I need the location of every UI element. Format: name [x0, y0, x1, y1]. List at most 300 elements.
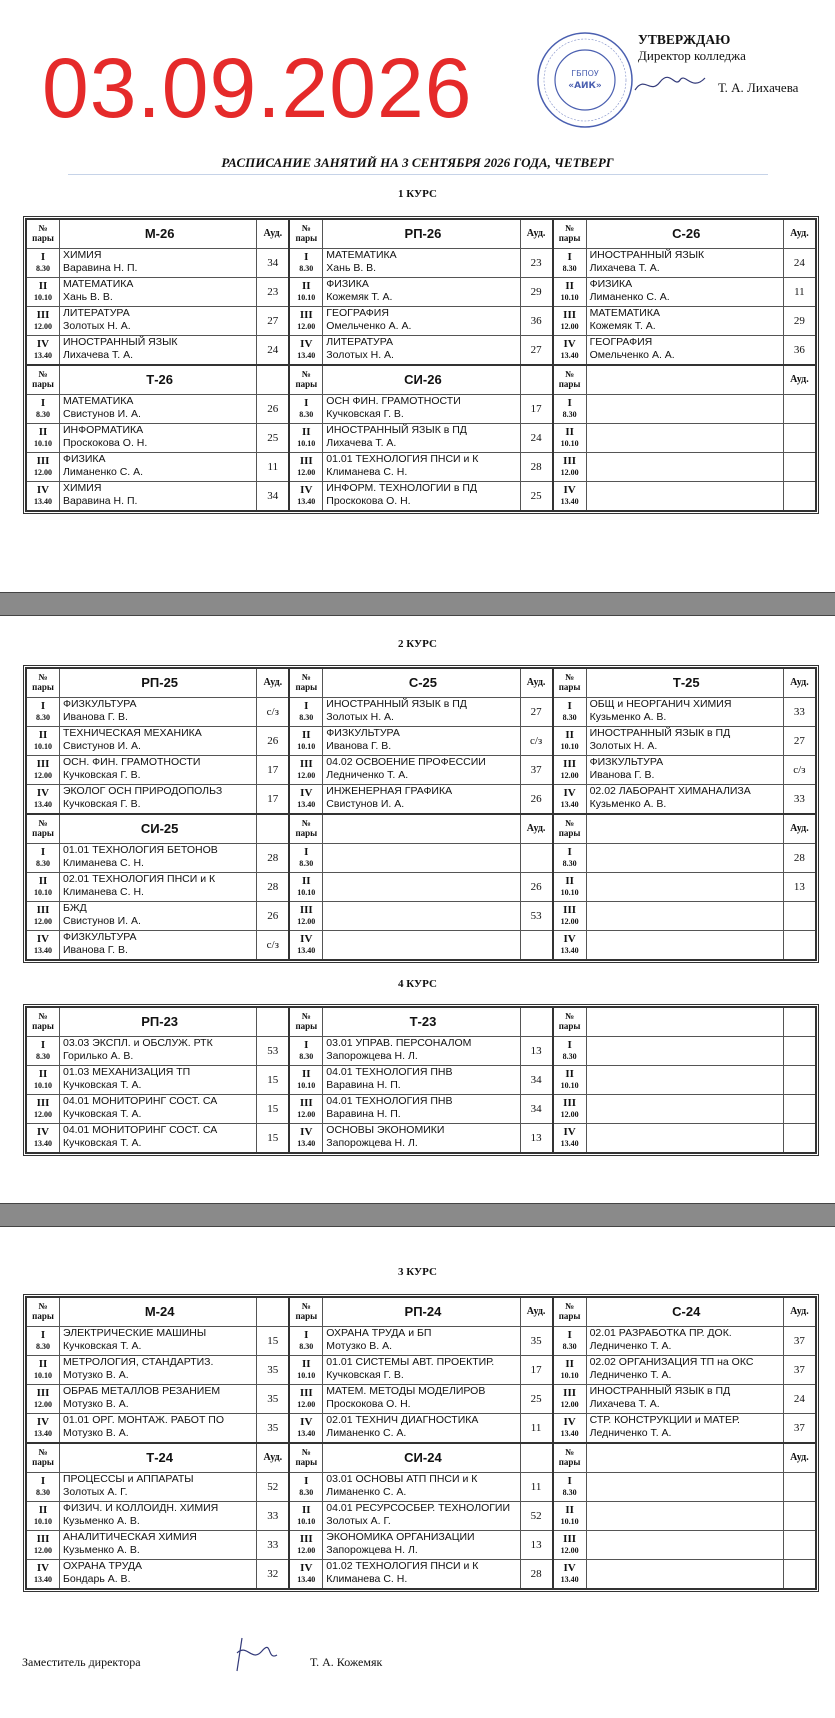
pair-time: 8.30 — [562, 410, 577, 419]
group-header — [554, 815, 815, 843]
group-table — [289, 219, 552, 365]
group-table — [289, 1007, 552, 1153]
pair-roman: II — [302, 1358, 311, 1370]
pair-roman: I — [304, 251, 309, 263]
pair-roman: II — [302, 426, 311, 438]
pair-number — [27, 756, 60, 784]
pair-number-header — [290, 815, 323, 843]
room-number — [784, 424, 815, 452]
deputy-signature — [222, 1633, 282, 1673]
lesson-row — [290, 1530, 551, 1559]
group-table — [289, 1297, 552, 1443]
num-word: пары — [295, 682, 318, 692]
lesson-row — [27, 697, 288, 726]
pair-number — [290, 931, 323, 959]
pair-time: 12.00 — [560, 771, 579, 780]
pair-roman: I — [567, 1039, 572, 1051]
course-label: 4 КУРС — [398, 978, 437, 990]
pair-roman: III — [36, 1533, 50, 1545]
room-number: 26 — [267, 735, 279, 747]
pair-time: 8.30 — [562, 1488, 577, 1497]
pair-time: 8.30 — [36, 1488, 50, 1497]
teacher-name: Золотых Н. А. — [326, 711, 394, 723]
pair-roman: IV — [300, 1126, 313, 1138]
lesson-cell — [323, 727, 520, 755]
pair-time: 8.30 — [36, 264, 50, 273]
pair-roman: IV — [36, 787, 50, 799]
pair-number-header — [290, 366, 323, 394]
pair-number — [27, 1037, 60, 1065]
subject-name: ЛИТЕРАТУРА — [63, 307, 130, 319]
subject-name: ИНОСТРАННЫЙ ЯЗЫК в ПД — [326, 424, 467, 436]
lesson-cell — [60, 1531, 257, 1559]
pair-time: 10.10 — [297, 1371, 316, 1380]
pair-time: 8.30 — [299, 1342, 314, 1351]
lesson-row — [27, 843, 288, 872]
lesson-cell — [587, 785, 784, 813]
num-word: пары — [558, 1311, 581, 1321]
teacher-name: Запорожцева Н. Л. — [326, 1050, 418, 1062]
lesson-row — [290, 248, 551, 277]
lesson-cell — [60, 698, 257, 726]
num-word: пары — [32, 1021, 54, 1031]
pair-time: 12.00 — [297, 322, 316, 331]
subject-name: ОХРАНА ТРУДА и БП — [326, 1327, 432, 1339]
subject-name: 04.01 ТЕХНОЛОГИЯ ПНВ — [326, 1066, 453, 1078]
num-symbol: № — [565, 1301, 575, 1311]
room-number: 25 — [530, 490, 542, 502]
pair-time: 8.30 — [299, 410, 314, 419]
pair-time: 10.10 — [34, 1517, 52, 1526]
pair-roman: IV — [300, 1416, 313, 1428]
lesson-row — [27, 335, 288, 364]
room-number — [784, 931, 815, 959]
room-number: 15 — [267, 1103, 279, 1115]
pair-time: 12.00 — [34, 1110, 52, 1119]
lesson-cell — [587, 1502, 784, 1530]
teacher-name: Ледниченко Т. А. — [589, 1340, 672, 1352]
lesson-row — [27, 394, 288, 423]
room-number: с/з — [266, 939, 279, 951]
room-number: 17 — [530, 1364, 542, 1376]
subject-name: АНАЛИТИЧЕСКАЯ ХИМИЯ — [63, 1531, 197, 1543]
pair-roman: II — [38, 1504, 48, 1516]
pair-number — [27, 336, 60, 364]
pair-number — [554, 336, 587, 364]
pair-roman: III — [36, 758, 50, 770]
lesson-cell — [323, 395, 520, 423]
lesson-cell — [587, 424, 784, 452]
lesson-cell — [323, 1385, 520, 1413]
subject-name: ФИЗИЧ. И КОЛЛОИДН. ХИМИЯ — [63, 1502, 219, 1514]
room-number: 11 — [530, 1422, 542, 1434]
pair-number — [27, 424, 60, 452]
room-number: 29 — [530, 286, 542, 298]
subject-name: ОСН ФИН. ГРАМОТНОСТИ — [326, 395, 461, 407]
pair-roman: I — [40, 1039, 46, 1051]
lesson-row — [290, 423, 551, 452]
teacher-name: Свистунов И. А. — [63, 740, 141, 752]
room-number: 26 — [267, 910, 279, 922]
pair-roman: II — [565, 1504, 574, 1516]
lesson-row — [290, 306, 551, 335]
pair-time: 13.40 — [34, 1139, 52, 1148]
pair-number-header — [290, 1444, 323, 1472]
group-header — [27, 815, 288, 843]
group-table — [289, 1443, 552, 1589]
pair-number — [290, 844, 323, 872]
group-header — [554, 1008, 815, 1036]
teacher-name: Кучковская Г. В. — [63, 798, 141, 810]
group-name: СИ-24 — [323, 1444, 520, 1472]
lesson-cell — [60, 336, 257, 364]
group-header — [27, 366, 288, 394]
room-header: Ауд. — [790, 677, 809, 688]
pair-time: 13.40 — [560, 351, 579, 360]
subject-name: 02.02 ОРГАНИЗАЦИЯ ТП на ОКС — [589, 1356, 754, 1368]
pair-roman: I — [567, 846, 572, 858]
num-word: пары — [32, 1311, 54, 1321]
lesson-cell — [587, 1560, 784, 1588]
pair-number — [290, 249, 323, 277]
group-name: С-25 — [323, 669, 520, 697]
num-symbol: № — [38, 223, 48, 233]
subject-name: МАТЕМАТИКА — [63, 395, 134, 407]
pair-roman: II — [302, 1504, 311, 1516]
room-number: 27 — [530, 706, 542, 718]
pair-roman: III — [563, 455, 577, 467]
lesson-cell — [323, 307, 520, 335]
group-header — [554, 366, 815, 394]
group-name: СИ-25 — [60, 815, 257, 843]
lesson-cell — [60, 1124, 257, 1152]
group-table — [289, 814, 552, 960]
pair-number — [27, 902, 60, 930]
subject-name: 04.01 МОНИТОРИНГ СОСТ. СА — [63, 1095, 218, 1107]
lesson-row — [290, 755, 551, 784]
subject-name: ИНФОРМ. ТЕХНОЛОГИИ в ПД — [326, 482, 478, 494]
pair-time: 12.00 — [34, 1400, 52, 1409]
pair-roman: II — [38, 1358, 48, 1370]
teacher-name: Омельченко А. А. — [326, 320, 412, 332]
pair-roman: IV — [300, 484, 313, 496]
room-number: 37 — [530, 764, 542, 776]
pair-number — [27, 931, 60, 959]
subject-name: ЭКОЛОГ ОСН ПРИРОДОПОЛЬЗ — [63, 785, 223, 797]
pair-number — [554, 1385, 587, 1413]
teacher-name: Иванова Г. В. — [63, 711, 128, 723]
lesson-row — [554, 697, 815, 726]
lesson-cell — [60, 424, 257, 452]
num-symbol: № — [301, 1301, 311, 1311]
pair-roman: IV — [300, 1562, 313, 1574]
pair-number — [27, 1095, 60, 1123]
pair-time: 13.40 — [560, 1139, 579, 1148]
teacher-name: Климанева С. Н. — [63, 857, 144, 869]
room-number: 37 — [793, 1335, 805, 1347]
group-name: Т-26 — [60, 366, 257, 394]
pair-time: 13.40 — [34, 1429, 52, 1438]
lesson-cell — [323, 1327, 520, 1355]
pair-roman: IV — [563, 1126, 576, 1138]
teacher-name: Лихачева Т. А. — [63, 349, 134, 361]
pair-time: 8.30 — [562, 264, 577, 273]
group-table — [553, 1297, 816, 1443]
pair-number — [554, 844, 587, 872]
lesson-cell — [323, 873, 520, 901]
teacher-name: Варавина Н. П. — [326, 1108, 401, 1120]
lesson-row — [290, 1472, 551, 1501]
teacher-name: Варавина Н. П. — [326, 1079, 401, 1091]
group-name: РП-26 — [323, 220, 520, 248]
room-number: 33 — [267, 1539, 279, 1551]
room-number: 11 — [267, 461, 279, 473]
pair-time: 12.00 — [297, 468, 316, 477]
group-name: Т-23 — [323, 1008, 520, 1036]
subject-name: ОСН. ФИН. ГРАМОТНОСТИ — [63, 756, 201, 768]
pair-time: 13.40 — [34, 800, 52, 809]
schedule-grid — [23, 665, 819, 963]
subject-name: ХИМИЯ — [63, 482, 102, 494]
teacher-name: Мотузко В. А. — [63, 1398, 129, 1410]
group-header — [290, 366, 551, 394]
lesson-cell — [60, 1327, 257, 1355]
num-word: пары — [558, 1021, 581, 1031]
svg-text:«АИК»: «АИК» — [568, 81, 602, 91]
num-symbol: № — [38, 1447, 48, 1457]
subject-name: ФИЗИКА — [589, 278, 633, 290]
pair-roman: III — [299, 1533, 313, 1545]
lesson-cell — [60, 873, 257, 901]
lesson-row — [554, 726, 815, 755]
teacher-name: Иванова Г. В. — [63, 944, 128, 956]
room-header: Ауд. — [263, 228, 283, 239]
pair-time: 10.10 — [34, 293, 52, 302]
room-number: 11 — [530, 1481, 542, 1493]
pair-roman: IV — [563, 787, 576, 799]
group-table — [553, 219, 816, 365]
lesson-cell — [587, 844, 784, 872]
room-number: 53 — [530, 910, 542, 922]
lesson-row — [290, 1413, 551, 1442]
lesson-cell — [587, 1095, 784, 1123]
pair-time: 8.30 — [562, 1052, 577, 1061]
group-header — [290, 669, 551, 697]
pair-number — [554, 1124, 587, 1152]
lesson-row — [27, 1123, 288, 1152]
pair-roman: III — [299, 455, 313, 467]
lesson-row — [554, 784, 815, 813]
room-header: Ауд. — [790, 1452, 809, 1463]
pair-time: 10.10 — [34, 888, 52, 897]
pair-roman: I — [40, 700, 46, 712]
room-number: 33 — [267, 1510, 279, 1522]
pair-number-header — [290, 1298, 323, 1326]
lesson-row — [290, 843, 551, 872]
pair-roman: III — [36, 1097, 50, 1109]
lesson-row — [290, 481, 551, 510]
teacher-name: Лихачева Т. А. — [326, 437, 397, 449]
room-number — [784, 1124, 815, 1152]
pair-roman: II — [38, 426, 48, 438]
lesson-cell — [323, 1095, 520, 1123]
pair-roman: IV — [36, 484, 50, 496]
pair-roman: II — [302, 875, 311, 887]
pair-number-header — [27, 1298, 60, 1326]
subject-name: 02.01 РАЗРАБОТКА ПР. ДОК. — [589, 1327, 732, 1339]
group-header — [554, 220, 815, 248]
room-number: 24 — [793, 1393, 805, 1405]
room-number: 34 — [267, 490, 279, 502]
pair-number — [554, 873, 587, 901]
num-word: пары — [295, 233, 318, 243]
lesson-cell — [323, 931, 520, 959]
teacher-name: Проскокова О. Н. — [63, 437, 148, 449]
lesson-cell — [60, 902, 257, 930]
lesson-row — [554, 1384, 815, 1413]
pair-time: 12.00 — [560, 1110, 579, 1119]
room-number: 13 — [793, 881, 805, 893]
subject-name: 01.01 СИСТЕМЫ АВТ. ПРОЕКТИР. — [326, 1356, 495, 1368]
room-number: 25 — [530, 1393, 542, 1405]
pair-time: 12.00 — [34, 322, 52, 331]
group-name: С-26 — [587, 220, 784, 248]
lesson-row — [290, 930, 551, 959]
subject-name: ОБЩ и НЕОРГАНИЧ ХИМИЯ — [589, 698, 732, 710]
lesson-row — [554, 755, 815, 784]
lesson-cell — [323, 844, 520, 872]
lesson-row — [27, 277, 288, 306]
pair-number-header — [554, 1444, 587, 1472]
subject-name: 01.01 ТЕХНОЛОГИЯ ПНСИ и К — [326, 453, 479, 465]
teacher-name: Омельченко А. А. — [589, 349, 675, 361]
director-signature — [630, 70, 710, 100]
pair-roman: III — [36, 309, 50, 321]
lesson-row — [290, 1326, 551, 1355]
subject-name: 04.01 РЕСУРСОСБЕР. ТЕХНОЛОГИИ — [326, 1502, 511, 1514]
pair-time: 13.40 — [297, 1139, 316, 1148]
group-table — [553, 1443, 816, 1589]
lesson-cell — [60, 278, 257, 306]
pair-number-header — [27, 815, 60, 843]
num-symbol: № — [301, 1011, 311, 1021]
pair-roman: IV — [563, 338, 576, 350]
lesson-row — [27, 1559, 288, 1588]
pair-time: 12.00 — [297, 917, 316, 926]
pair-roman: IV — [300, 787, 313, 799]
pair-roman: IV — [563, 484, 576, 496]
teacher-name: Хань В. В. — [63, 291, 113, 303]
lesson-cell — [587, 336, 784, 364]
teacher-name: Запорожцева Н. Л. — [326, 1544, 418, 1556]
lesson-row — [554, 1094, 815, 1123]
subject-name: ИНЖЕНЕРНАЯ ГРАФИКА — [326, 785, 453, 797]
pair-time: 13.40 — [297, 800, 316, 809]
lesson-row — [554, 1065, 815, 1094]
room-header — [257, 366, 288, 394]
room-header: Ауд. — [526, 677, 546, 688]
teacher-name: Свистунов И. А. — [63, 915, 141, 927]
group-header — [290, 1008, 551, 1036]
num-word: пары — [295, 828, 318, 838]
lesson-row — [27, 1501, 288, 1530]
teacher-name: Кузьменко А. В. — [63, 1515, 140, 1527]
room-header — [784, 1008, 815, 1036]
pair-time: 12.00 — [560, 322, 579, 331]
lesson-row — [290, 335, 551, 364]
pair-time: 13.40 — [297, 1429, 316, 1438]
pair-number-header — [290, 1008, 323, 1036]
room-header: Ауд. — [526, 228, 546, 239]
num-symbol: № — [301, 369, 311, 379]
num-symbol: № — [301, 818, 311, 828]
lesson-cell — [323, 1066, 520, 1094]
room-number: 35 — [267, 1393, 279, 1405]
room-number — [784, 902, 815, 930]
subject-name: 02.02 ЛАБОРАНТ ХИМАНАЛИЗА — [589, 785, 751, 797]
num-symbol: № — [565, 1011, 575, 1021]
pair-number — [27, 453, 60, 481]
teacher-name: Горилько А. В. — [63, 1050, 134, 1062]
subject-name: 03.01 ОСНОВЫ АТП ПНСИ и К — [326, 1473, 478, 1485]
lesson-row — [27, 1094, 288, 1123]
pair-number-header — [290, 220, 323, 248]
pair-number — [27, 1327, 60, 1355]
lesson-cell — [60, 249, 257, 277]
room-number: 28 — [530, 461, 542, 473]
lesson-row — [27, 1530, 288, 1559]
pair-number — [554, 453, 587, 481]
pair-roman: III — [299, 904, 313, 916]
schedule-grid — [23, 216, 819, 514]
subject-name: 04.01 ТЕХНОЛОГИЯ ПНВ — [326, 1095, 453, 1107]
title-underline — [68, 174, 768, 175]
group-table — [553, 365, 816, 511]
lesson-cell — [60, 727, 257, 755]
pair-roman: I — [40, 846, 46, 858]
teacher-name: Иванова Г. В. — [589, 769, 655, 781]
subject-name: МАТЕМ. МЕТОДЫ МОДЕЛИРОВ — [326, 1385, 486, 1397]
room-number: 26 — [530, 793, 542, 805]
room-number: 32 — [267, 1568, 279, 1580]
subject-name: 04.01 МОНИТОРИНГ СОСТ. СА — [63, 1124, 218, 1136]
room-number: 17 — [267, 793, 279, 805]
teacher-name: Мотузко В. А. — [63, 1427, 129, 1439]
lesson-row — [554, 481, 815, 510]
group-name: М-26 — [60, 220, 257, 248]
lesson-cell — [587, 1531, 784, 1559]
group-table — [553, 1007, 816, 1153]
lesson-row — [290, 452, 551, 481]
group-table — [26, 668, 289, 814]
teacher-name: Варавина Н. П. — [63, 495, 138, 507]
lesson-row — [290, 872, 551, 901]
lesson-row — [290, 1036, 551, 1065]
pair-roman: IV — [36, 1416, 50, 1428]
pair-time: 10.10 — [560, 1081, 579, 1090]
num-symbol: № — [565, 818, 575, 828]
pair-number — [554, 902, 587, 930]
room-number — [784, 1560, 815, 1588]
course-label: 3 КУРС — [398, 1266, 437, 1278]
subject-name: 03.03 ЭКСПЛ. и ОБСЛУЖ. РТК — [63, 1037, 213, 1049]
pair-number — [27, 307, 60, 335]
approval-name: Т. А. Лихачева — [718, 80, 799, 95]
num-symbol: № — [38, 672, 48, 682]
room-header: Ауд. — [790, 1306, 809, 1317]
subject-name: 01.01 ОРГ. МОНТАЖ. РАБОТ ПО — [63, 1414, 224, 1426]
pair-time: 13.40 — [560, 946, 579, 955]
